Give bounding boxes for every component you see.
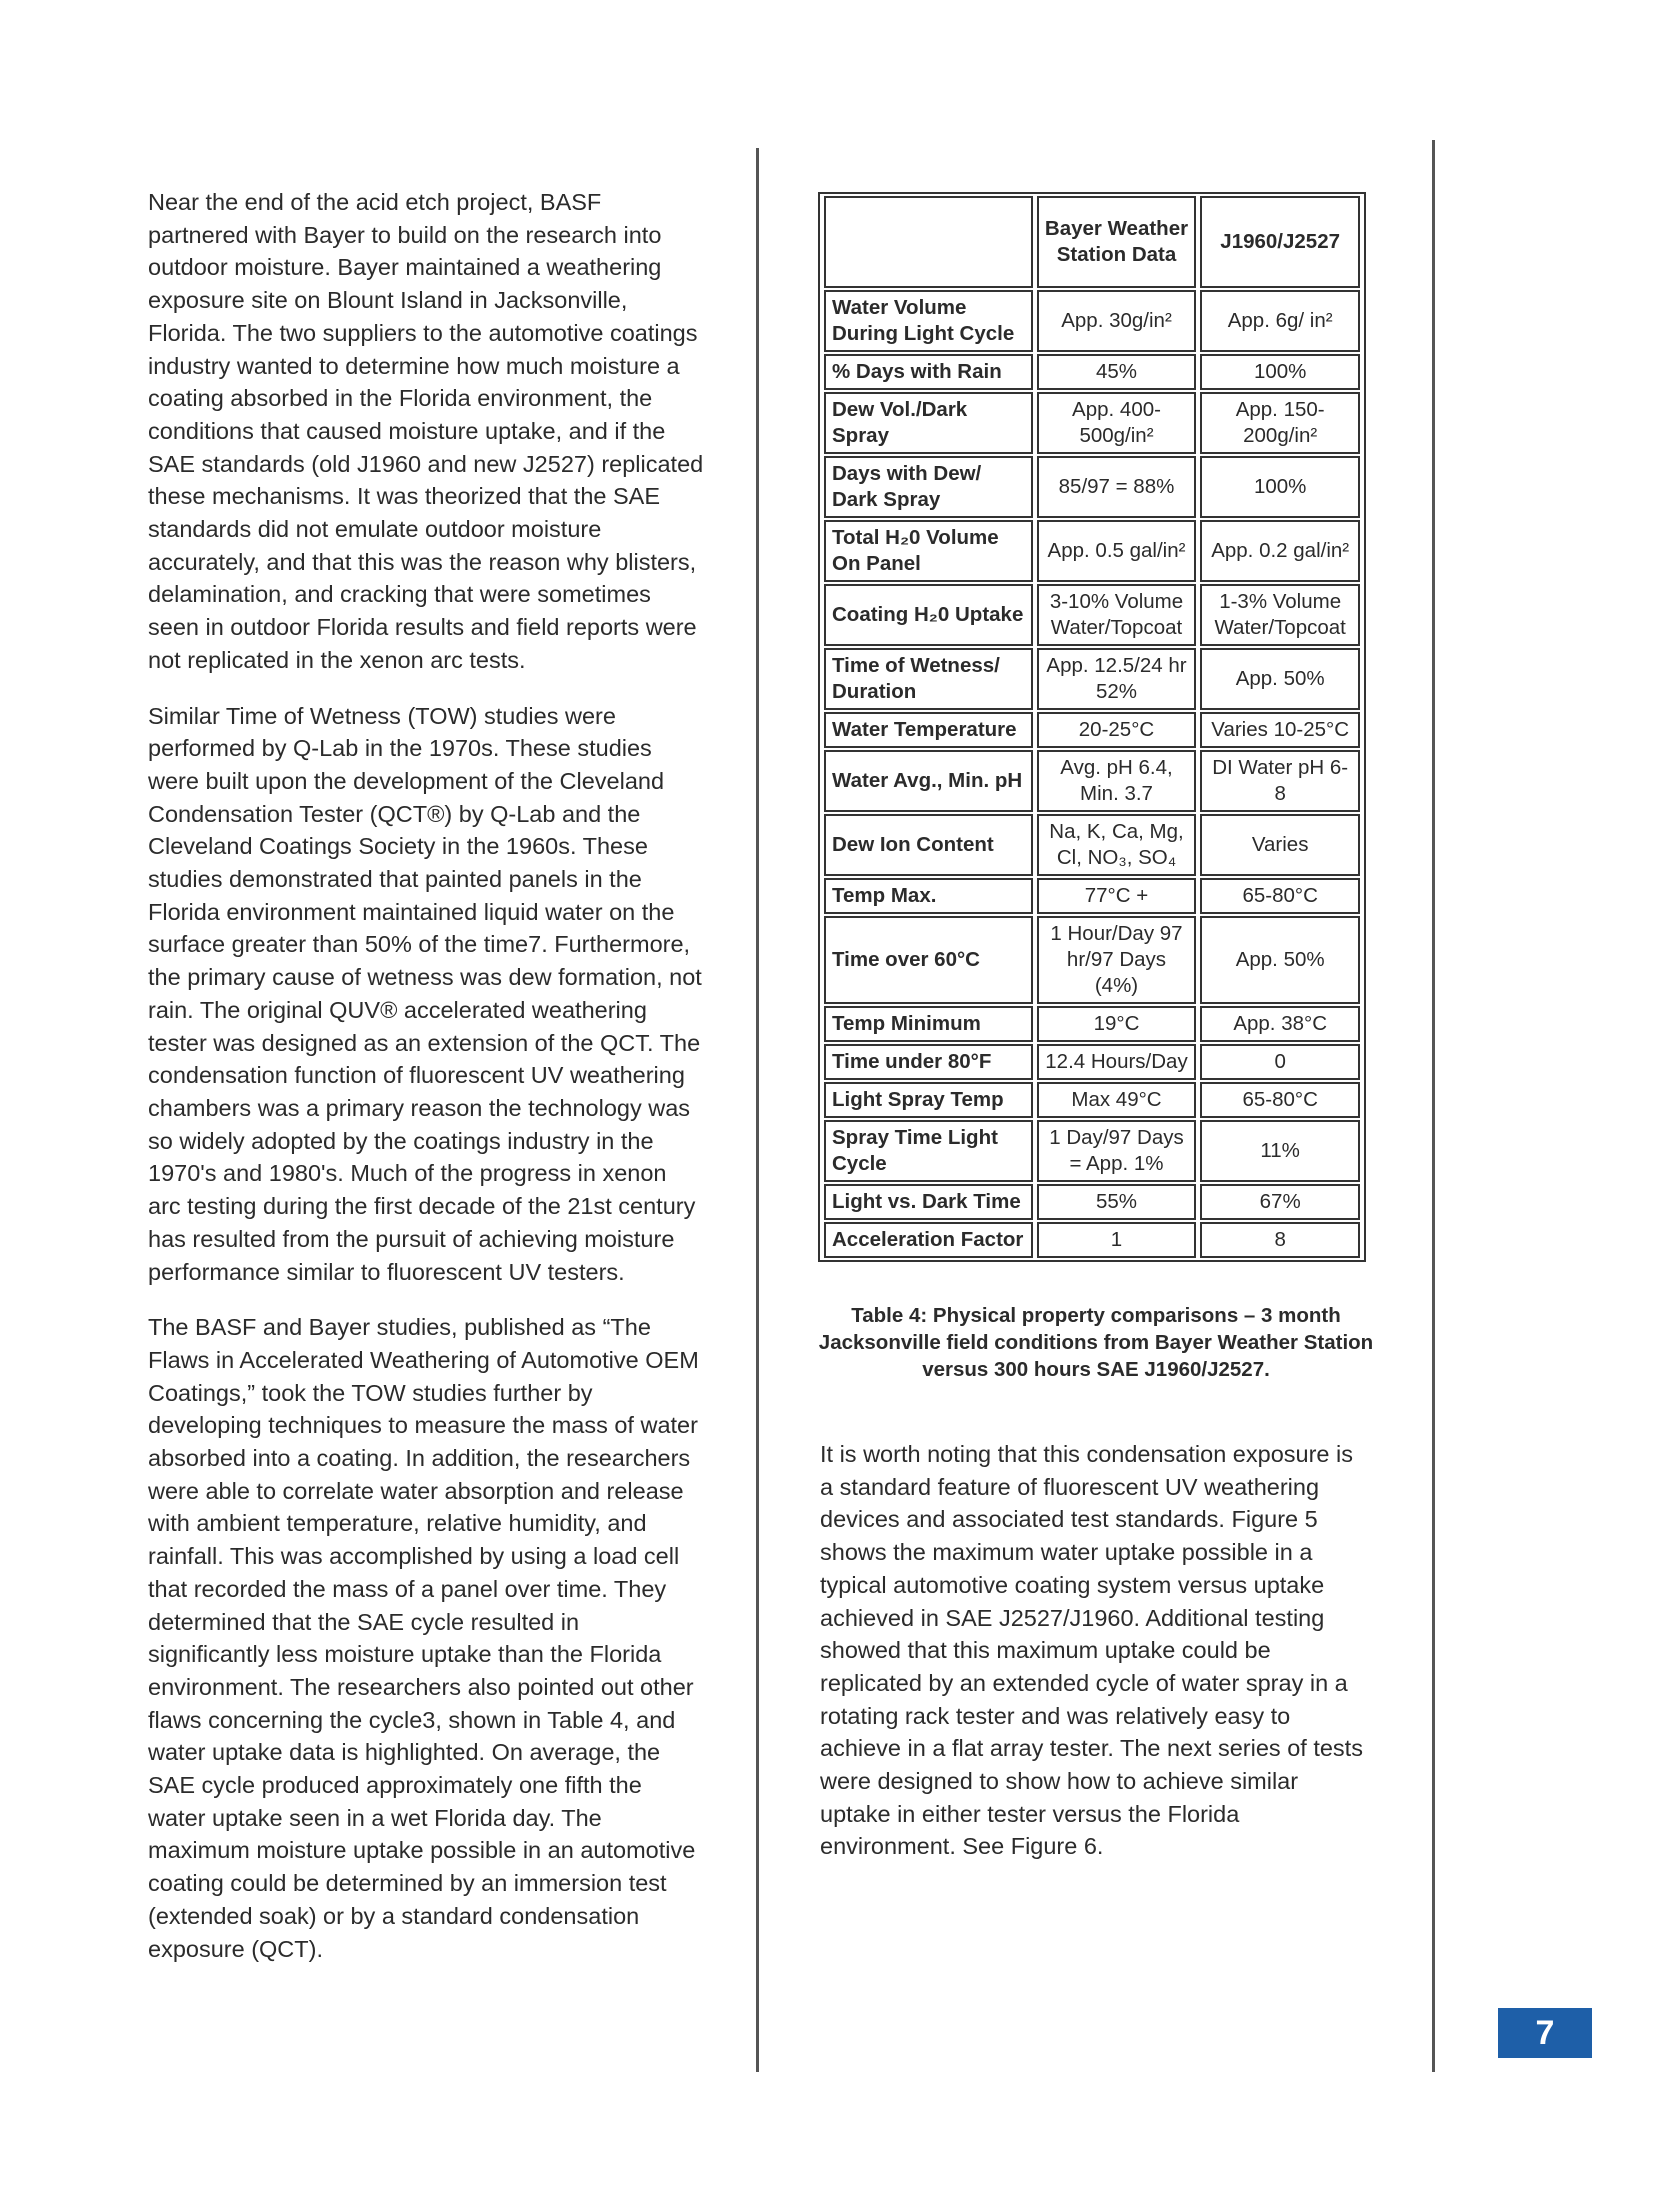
table-row — [824, 750, 1360, 812]
table-row — [824, 1222, 1360, 1258]
row-label: Light Spray Temp — [824, 1082, 1033, 1118]
table-row — [824, 1044, 1360, 1080]
page-number-badge: 7 — [1498, 2008, 1592, 2058]
sae-value: App. 150-200g/in² — [1200, 392, 1360, 454]
bayer-value: App. 0.5 gal/in² — [1037, 520, 1197, 582]
table-header-row — [824, 196, 1360, 288]
table-header-sae: J1960/J2527 — [1200, 196, 1360, 288]
bayer-value: Max 49°C — [1037, 1082, 1197, 1118]
sae-value: App. 0.2 gal/in² — [1200, 520, 1360, 582]
table-row — [824, 392, 1360, 454]
sae-value: App. 50% — [1200, 916, 1360, 1004]
row-label: Water Avg., Min. pH — [824, 750, 1033, 812]
row-label: Time under 80°F — [824, 1044, 1033, 1080]
sae-value: App. 38°C — [1200, 1006, 1360, 1042]
column-divider-right — [1432, 140, 1435, 2072]
sae-value: 67% — [1200, 1184, 1360, 1220]
bayer-value: Avg. pH 6.4, Min. 3.7 — [1037, 750, 1197, 812]
table-header-bayer: Bayer Weather Station Data — [1037, 196, 1197, 288]
bayer-value: 77°C + — [1037, 878, 1197, 914]
bayer-value: Na, K, Ca, Mg, Cl, NO₃, SO₄ — [1037, 814, 1197, 876]
sae-value: 11% — [1200, 1120, 1360, 1182]
bayer-value: 45% — [1037, 354, 1197, 390]
row-label: Light vs. Dark Time — [824, 1184, 1033, 1220]
row-label: Water Temperature — [824, 712, 1033, 748]
row-label: Coating H₂0 Uptake — [824, 584, 1033, 646]
table-row — [824, 520, 1360, 582]
table-row — [824, 712, 1360, 748]
table-row — [824, 584, 1360, 646]
row-label: Total H₂0 Volume On Panel — [824, 520, 1033, 582]
row-label: Time over 60°C — [824, 916, 1033, 1004]
sae-value: 65-80°C — [1200, 1082, 1360, 1118]
table-caption: Table 4: Physical property comparisons – 3 month Jacksonville field conditions from Bayer Weather Station versus 300 hours SAE J1960/J2527. — [818, 1304, 1374, 1381]
sae-value: 1-3% Volume Water/Topcoat — [1200, 584, 1360, 646]
bayer-value: 55% — [1037, 1184, 1197, 1220]
sae-value: 100% — [1200, 456, 1360, 518]
paragraph-condensation: It is worth noting that this condensation exposure is a standard feature of fluorescent UV weathering devices and associated test standards. Figure 5 shows the maximum water uptake possible in a typical automotive coating system versus uptake achieved in SAE J2527/J1960. Additional testing showed that this maximum uptake could be replicated by an extended cycle of water spray in a rotating rack tester and was relatively easy to achieve in a flat array tester. The next series of tests were designed to show how to achieve similar uptake in either tester versus the Florida environment. See Figure 6. — [820, 1441, 1363, 1860]
bayer-value: 1 — [1037, 1222, 1197, 1258]
sae-value: DI Water pH 6-8 — [1200, 750, 1360, 812]
table-row — [824, 916, 1360, 1004]
row-label: Water Volume During Light Cycle — [824, 290, 1033, 352]
bayer-value: 3-10% Volume Water/Topcoat — [1037, 584, 1197, 646]
table-row — [824, 1082, 1360, 1118]
table-row — [824, 456, 1360, 518]
column-divider-left — [756, 148, 759, 2072]
paragraph-basf-bayer: The BASF and Bayer studies, published as “The Flaws in Accelerated Weathering of Automotive OEM Coatings,” took the TOW studies further by developing techniques to measure the mass of water absorbed into a coating. In addition, the researchers were able to correlate water absorption and release with ambient temperature, relative humidity, and rainfall. This was accomplished by using a load cell that recorded the mass of a panel over time. They determined that the SAE cycle resulted in significantly less moisture uptake than the Florida environment. The researchers also pointed out other flaws concerning the cycle3, shown in Table 4, and water uptake data is highlighted. On average, the SAE cycle produced approximately one fifth the water uptake seen in a wet Florida day. The maximum moisture uptake possible in an automotive coating could be determined by an immersion test (extended soak) or by a standard condensation exposure (QCT). — [148, 1314, 699, 1962]
table-header-blank — [824, 196, 1033, 288]
bayer-value: 1 Hour/Day 97 hr/97 Days (4%) — [1037, 916, 1197, 1004]
bayer-value: 20-25°C — [1037, 712, 1197, 748]
sae-value: App. 50% — [1200, 648, 1360, 710]
sae-value: 65-80°C — [1200, 878, 1360, 914]
right-column — [820, 1438, 1372, 1863]
bayer-value: 1 Day/97 Days = App. 1% — [1037, 1120, 1197, 1182]
row-label: Time of Wetness/ Duration — [824, 648, 1033, 710]
row-label: Acceleration Factor — [824, 1222, 1033, 1258]
bayer-value: 19°C — [1037, 1006, 1197, 1042]
table-row — [824, 1006, 1360, 1042]
table-row — [824, 1120, 1360, 1182]
table-row — [824, 648, 1360, 710]
row-label: Dew Vol./Dark Spray — [824, 392, 1033, 454]
paragraph-tow-studies: Similar Time of Wetness (TOW) studies were performed by Q-Lab in the 1970s. These studies were built upon the development of the Cleveland Condensation Tester (QCT®) by Q-Lab and the Cleveland Coatings Society in the 1960s. These studies demonstrated that painted panels in the Florida environment maintained liquid water on the surface greater than 50% of the time7. Furthermore, the primary cause of wetness was dew formation, not rain. The original QUV® accelerated weathering tester was designed as an extension of the QCT. The condensation function of fluorescent UV weathering chambers was a primary reason the technology was so widely adopted by the coatings industry in the 1970's and 1980's. Much of the progress in xenon arc testing during the first decade of the 21st century has resulted from the pursuit of achieving moisture performance similar to fluorescent UV testers. — [148, 702, 702, 1285]
row-label: % Days with Rain — [824, 354, 1033, 390]
table-row — [824, 878, 1360, 914]
table-row — [824, 814, 1360, 876]
sae-value: 100% — [1200, 354, 1360, 390]
left-column — [148, 186, 704, 1988]
row-label: Spray Time Light Cycle — [824, 1120, 1033, 1182]
bayer-value: App. 12.5/24 hr 52% — [1037, 648, 1197, 710]
sae-value: 0 — [1200, 1044, 1360, 1080]
sae-value: App. 6g/ in² — [1200, 290, 1360, 352]
bayer-value: 85/97 = 88% — [1037, 456, 1197, 518]
sae-value: 8 — [1200, 1222, 1360, 1258]
table-row — [824, 354, 1360, 390]
paragraph-acid-etch: Near the end of the acid etch project, BASF partnered with Bayer to build on the research into outdoor moisture. Bayer maintained a weathering exposure site on Blount Island in Jacksonville, Florida. The two suppliers to the automotive coatings industry wanted to determine how much moisture a coating absorbed in the Florida environment, the conditions that caused moisture uptake, and if the SAE standards (old J1960 and new J2527) replicated these mechanisms. It was theorized that the SAE standards did not emulate outdoor moisture accurately, and that this was the reason why blisters, delamination, and cracking that were sometimes seen in outdoor Florida results and field reports were not replicated in the xenon arc tests. — [148, 189, 704, 673]
bayer-value: App. 400-500g/in² — [1037, 392, 1197, 454]
table-row — [824, 290, 1360, 352]
row-label: Dew Ion Content — [824, 814, 1033, 876]
table-row — [824, 1184, 1360, 1220]
bayer-value: 12.4 Hours/Day — [1037, 1044, 1197, 1080]
sae-value: Varies — [1200, 814, 1360, 876]
property-comparison-table — [818, 192, 1366, 1262]
row-label: Temp Minimum — [824, 1006, 1033, 1042]
row-label: Temp Max. — [824, 878, 1033, 914]
sae-value: Varies 10-25°C — [1200, 712, 1360, 748]
bayer-value: App. 30g/in² — [1037, 290, 1197, 352]
row-label: Days with Dew/ Dark Spray — [824, 456, 1033, 518]
